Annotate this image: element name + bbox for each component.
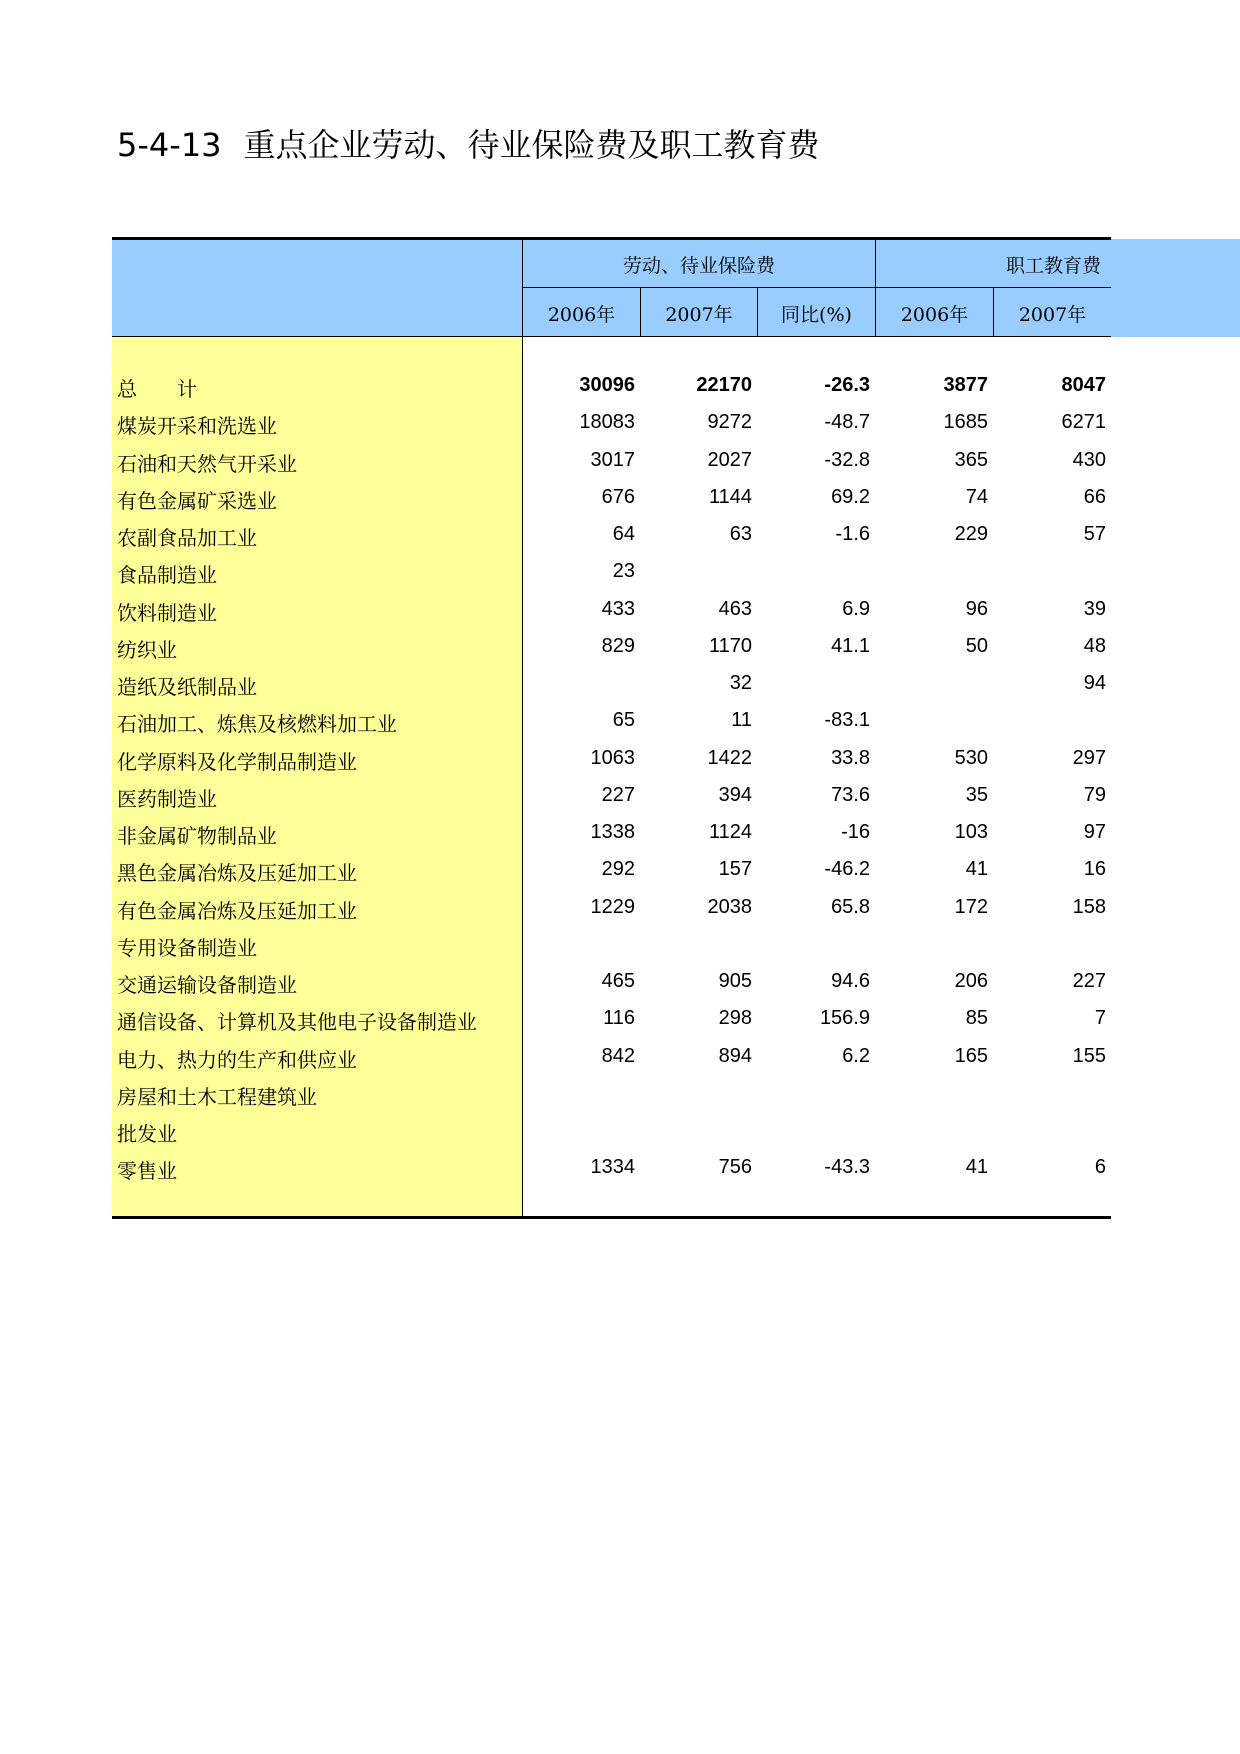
row-value: 33.8 bbox=[831, 746, 870, 769]
row-value: 35 bbox=[965, 783, 988, 806]
row-label: 医药制造业 bbox=[117, 786, 217, 811]
row-value: 394 bbox=[718, 783, 752, 806]
row-value: 1124 bbox=[708, 821, 752, 843]
row-value: 292 bbox=[601, 858, 635, 881]
row-value: 79 bbox=[1083, 783, 1106, 806]
row-value: 22170 bbox=[696, 374, 752, 396]
row-value: 18083 bbox=[579, 411, 635, 434]
row-value: 1229 bbox=[590, 895, 635, 918]
row-value: 1334 bbox=[590, 1156, 635, 1179]
row-label: 零售业 bbox=[117, 1159, 177, 1184]
row-value: 155 bbox=[1072, 1044, 1106, 1067]
row-value: -32.8 bbox=[824, 448, 870, 471]
row-value: 41 bbox=[965, 1156, 988, 1179]
row-value: 1422 bbox=[707, 746, 752, 769]
row-value: -43.3 bbox=[824, 1156, 870, 1179]
row-value: -1.6 bbox=[835, 523, 870, 545]
row-label: 交通运输设备制造业 bbox=[117, 973, 297, 997]
row-label: 专用设备制造业 bbox=[117, 935, 257, 960]
header-bottom-border bbox=[112, 336, 1111, 337]
row-value: 97 bbox=[1083, 821, 1106, 843]
label-column-divider bbox=[522, 239, 523, 1219]
row-value: 116 bbox=[603, 1007, 635, 1030]
row-value: -16 bbox=[841, 821, 870, 843]
row-value: 65 bbox=[612, 709, 635, 732]
row-value: 85 bbox=[965, 1007, 988, 1030]
row-value: 57 bbox=[1083, 523, 1106, 545]
row-value: 6.9 bbox=[842, 597, 870, 620]
row-value: 430 bbox=[1072, 448, 1106, 471]
row-value: 756 bbox=[718, 1156, 752, 1179]
group-header-education: 职工教育费 bbox=[1005, 255, 1101, 277]
column-header-yoy: 同比(%) bbox=[781, 304, 852, 326]
row-value: 3017 bbox=[590, 448, 635, 471]
row-value: 1063 bbox=[590, 746, 635, 769]
row-label: 非金属矿物制品业 bbox=[117, 824, 277, 848]
group-header-insurance: 劳动、待业保险费 bbox=[622, 255, 775, 277]
row-label: 房屋和土木工程建筑业 bbox=[117, 1084, 317, 1109]
row-value: 63 bbox=[729, 523, 752, 545]
row-value: 298 bbox=[718, 1007, 752, 1030]
row-value: 206 bbox=[954, 970, 988, 992]
row-value: 41.1 bbox=[831, 634, 870, 657]
row-value: 94 bbox=[1083, 672, 1106, 694]
table-title: 重点企业劳动、待业保险费及职工教育费 bbox=[243, 126, 820, 164]
row-value: 2038 bbox=[707, 895, 752, 918]
row-value: -46.2 bbox=[824, 858, 870, 881]
row-value: 66 bbox=[1083, 485, 1106, 508]
row-value: 30096 bbox=[579, 374, 635, 396]
row-value: 65.8 bbox=[831, 895, 870, 918]
row-value: 103 bbox=[954, 821, 988, 843]
row-label: 黑色金属冶炼及压延加工业 bbox=[117, 861, 357, 886]
page-title bbox=[117, 120, 820, 166]
row-value: 227 bbox=[601, 783, 635, 806]
row-value: 9272 bbox=[707, 411, 752, 434]
row-value: 227 bbox=[1072, 970, 1106, 992]
row-value: 11 bbox=[731, 709, 752, 732]
row-value: 73.6 bbox=[831, 783, 870, 806]
row-label: 批发业 bbox=[117, 1122, 177, 1146]
row-value: 165 bbox=[954, 1044, 988, 1067]
header-middle-border bbox=[522, 287, 1111, 288]
column-header-2006-insurance: 2006年 bbox=[547, 304, 616, 326]
row-value: 1685 bbox=[943, 411, 988, 434]
table-bottom-border bbox=[112, 1216, 1111, 1219]
row-value: 50 bbox=[965, 634, 988, 657]
column-header-2007-insurance: 2007年 bbox=[665, 304, 733, 326]
row-value: 842 bbox=[601, 1044, 635, 1067]
row-value: 41 bbox=[965, 858, 988, 881]
row-value: 1338 bbox=[590, 821, 635, 843]
row-value: 172 bbox=[954, 895, 988, 918]
row-value: 229 bbox=[954, 523, 988, 545]
row-value: 6.2 bbox=[842, 1044, 870, 1067]
row-value: 6271 bbox=[1061, 411, 1106, 434]
column-header-2007-education: 2007年 bbox=[1018, 304, 1087, 326]
row-label: 农副食品加工业 bbox=[117, 526, 257, 550]
row-value: 7 bbox=[1094, 1007, 1106, 1030]
row-label: 饮料制造业 bbox=[117, 600, 217, 625]
row-value: 3877 bbox=[943, 374, 988, 396]
row-value: 297 bbox=[1072, 746, 1106, 769]
row-label: 有色金属冶炼及压延加工业 bbox=[117, 898, 357, 923]
row-label: 纺织业 bbox=[117, 637, 177, 662]
row-value: 32 bbox=[729, 672, 752, 694]
row-value: 156.9 bbox=[819, 1007, 870, 1030]
table-top-border bbox=[112, 237, 1111, 240]
row-label: 电力、热力的生产和供应业 bbox=[117, 1047, 357, 1072]
row-value: 6 bbox=[1094, 1156, 1106, 1179]
row-value: 39 bbox=[1083, 597, 1106, 620]
row-value: 158 bbox=[1072, 895, 1106, 918]
row-value: 48 bbox=[1083, 634, 1106, 657]
row-label: 石油和天然气开采业 bbox=[117, 451, 297, 476]
row-value: 16 bbox=[1083, 858, 1106, 881]
row-value: 905 bbox=[718, 970, 752, 992]
row-label: 有色金属矿采选业 bbox=[117, 488, 277, 513]
row-value: 1144 bbox=[708, 485, 752, 508]
row-value: 23 bbox=[612, 560, 635, 583]
row-value: 8047 bbox=[1061, 374, 1106, 396]
row-value: 1170 bbox=[708, 634, 752, 657]
row-value: 69.2 bbox=[831, 485, 870, 508]
row-value: 94.6 bbox=[831, 970, 870, 992]
row-value: 2027 bbox=[707, 448, 752, 471]
column-header-2006-education: 2006年 bbox=[900, 304, 969, 326]
row-value: -26.3 bbox=[824, 374, 870, 396]
row-value: 365 bbox=[954, 448, 988, 471]
row-value: 894 bbox=[718, 1044, 752, 1067]
row-value: 676 bbox=[601, 485, 635, 508]
row-value: 157 bbox=[718, 858, 752, 881]
row-value: -48.7 bbox=[824, 411, 870, 434]
row-label: 煤炭开采和洗选业 bbox=[117, 414, 277, 439]
row-value: 64 bbox=[612, 523, 635, 545]
row-label: 通信设备、计算机及其他电子设备制造业 bbox=[117, 1010, 477, 1035]
row-value: 463 bbox=[718, 597, 752, 620]
row-value: 96 bbox=[965, 597, 988, 620]
row-label: 石油加工、炼焦及核燃料加工业 bbox=[117, 712, 397, 737]
row-value: 433 bbox=[601, 597, 635, 620]
table-code: 5-4-13 bbox=[117, 126, 222, 164]
row-label: 总 计 bbox=[117, 377, 197, 401]
row-value: 74 bbox=[965, 485, 988, 508]
row-value: 829 bbox=[601, 634, 635, 657]
row-value: -83.1 bbox=[824, 709, 870, 732]
row-value: 530 bbox=[954, 746, 988, 769]
row-label: 化学原料及化学制品制造业 bbox=[117, 749, 357, 774]
row-value: 465 bbox=[601, 970, 635, 992]
row-label: 造纸及纸制品业 bbox=[117, 675, 257, 699]
row-label: 食品制造业 bbox=[117, 563, 217, 588]
